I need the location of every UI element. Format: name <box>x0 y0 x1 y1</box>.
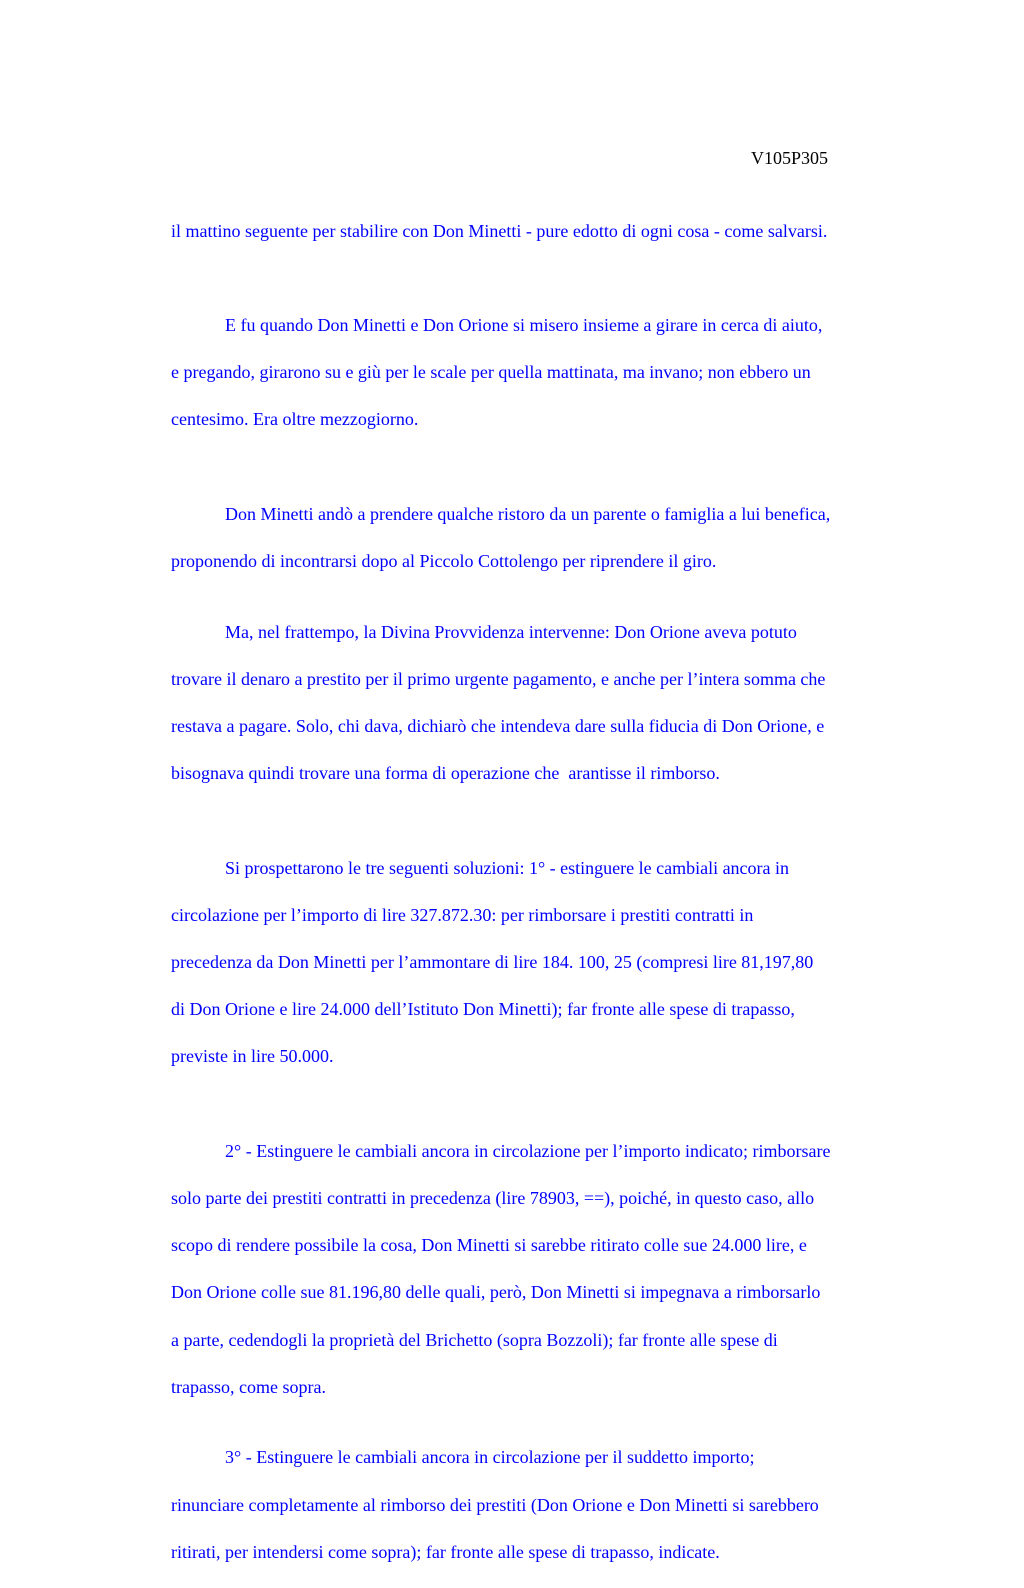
text-line: proponendo di incontrarsi dopo al Piccolo Cottolengo per riprendere il giro. <box>171 550 717 571</box>
text-line: a parte, cedendogli la proprietà del Brichetto (sopra Bozzoli); far fronte alle spese di <box>171 1329 778 1350</box>
text-line: previste in lire 50.000. <box>171 1046 334 1067</box>
text-line: trovare il denaro a prestito per il primo urgente pagamento, e anche per l’intera somma che <box>171 668 826 689</box>
text-line: Don Minetti andò a prendere qualche ristoro da un parente o famiglia a lui benefica, <box>171 503 831 524</box>
paragraph-2 <box>171 290 941 455</box>
text-line: solo parte dei prestiti contratti in precedenza (lire 78903, ==), poiché, in questo caso, allo <box>171 1187 815 1208</box>
text-line: e pregando, girarono su e giù per le scale per quella mattinata, ma invano; non ebbero un <box>171 362 811 383</box>
text-line: circolazione per l’importo di lire 327.872.30: per rimborsare i prestiti contratti in <box>171 904 754 925</box>
text-line: ritirati, per intendersi come sopra); far fronte alle spese di trapasso, indicate. <box>171 1541 720 1562</box>
text-line: restava a pagare. Solo, chi dava, dichiarò che intendeva dare sulla fiducia di Don Orione, e <box>171 716 825 737</box>
text-line: bisognava quindi trovare una forma di operazione che arantisse il rimborso. <box>171 763 720 784</box>
text-line: il mattino seguente per stabilire con Don Minetti - pure edotto di ogni cosa - come salvarsi. <box>171 220 828 241</box>
paragraph-7 <box>171 1423 941 1588</box>
paragraph-3 <box>171 479 941 597</box>
text-line: precedenza da Don Minetti per l’ammontare di lire 184. 100, 25 (compresi lire 81,197,80 <box>171 952 814 972</box>
text-line: rinunciare completamente al rimborso dei prestiti (Don Orione e Don Minetti si sarebbero <box>171 1494 819 1515</box>
text-line: di Don Orione e lire 24.000 dell’Istituto Don Minetti); far fronte alle spese di trapasso, <box>171 999 795 1020</box>
text-line: trapasso, come sopra. <box>171 1376 326 1397</box>
paragraph-6 <box>171 1116 941 1423</box>
paragraph-4 <box>171 597 941 809</box>
text-line: E fu quando Don Minetti e Don Orione si misero insieme a girare in cerca di aiuto, <box>171 314 823 335</box>
page-reference: V105P305 <box>751 148 829 168</box>
text-line: 3° - Estinguere le cambiali ancora in circolazione per il suddetto importo; <box>171 1447 755 1468</box>
document-body <box>171 196 941 1588</box>
text-line: 2° - Estinguere le cambiali ancora in circolazione per l’importo indicato; rimborsare <box>171 1140 831 1161</box>
paragraph-5 <box>171 833 941 1093</box>
text-line: Ma, nel frattempo, la Divina Provvidenza intervenne: Don Orione aveva potuto <box>171 621 797 642</box>
text-line: Si prospettarono le tre seguenti soluzioni: 1° - estinguere le cambiali ancora in <box>171 857 790 878</box>
text-line: scopo di rendere possibile la cosa, Don Minetti si sarebbe ritirato colle sue 24.000 lire, e <box>171 1235 807 1256</box>
paragraph-1 <box>171 196 941 267</box>
text-line: Don Orione colle sue 81.196,80 delle quali, però, Don Minetti si impegnava a rimborsarlo <box>171 1282 821 1303</box>
text-line: centesimo. Era oltre mezzogiorno. <box>171 409 419 430</box>
